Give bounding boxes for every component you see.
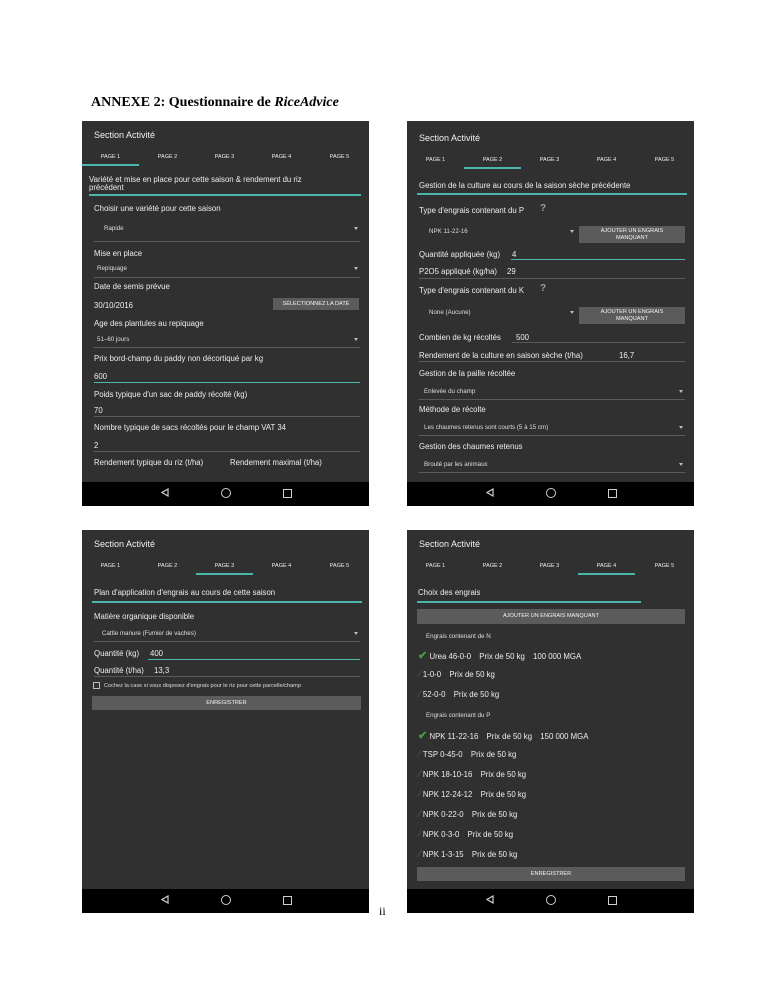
- checkmark-icon: ⁄: [419, 689, 421, 700]
- fertilizer-row[interactable]: [418, 729, 588, 742]
- qty-kg-input[interactable]: 400: [150, 649, 164, 658]
- n-fertilizers-header: Engrais contenant de N: [426, 633, 491, 640]
- tab-page-4[interactable]: PAGE 4: [596, 157, 617, 163]
- variety-select[interactable]: Rapide: [104, 225, 124, 232]
- section-title-line2: précédent: [89, 183, 124, 192]
- home-circle-icon[interactable]: [546, 488, 556, 498]
- organic-matter-label: Matière organique disponible: [94, 612, 195, 621]
- sowing-date-label: Date de semis prévue: [94, 282, 170, 291]
- add-button-line2: MANQUANT: [615, 234, 648, 241]
- tab-page-3[interactable]: PAGE 3: [214, 154, 235, 160]
- tab-page-2[interactable]: PAGE 2: [157, 154, 178, 160]
- home-circle-icon[interactable]: [546, 895, 556, 905]
- tab-bar: [82, 149, 369, 166]
- checkmark-icon: ⁄: [419, 849, 421, 860]
- divider: [419, 472, 685, 473]
- fertilizer-name: 52-0-0: [422, 690, 446, 699]
- price-label: Prix de 50 kg: [471, 810, 518, 819]
- add-button-line1: AJOUTER UN ENGRAIS: [600, 227, 664, 234]
- tab-page-3[interactable]: PAGE 3: [196, 558, 253, 575]
- section-underline: [92, 601, 362, 603]
- price-label: Prix de 50 kg: [467, 830, 514, 839]
- nav-bar: [82, 482, 369, 506]
- price-input[interactable]: 150 000 MGA: [540, 732, 589, 741]
- screen-page-2: [407, 121, 694, 506]
- fertilizer-name: Urea 46-0-0: [429, 652, 472, 661]
- fertilizer-row[interactable]: [419, 849, 517, 860]
- planting-label: Mise en place: [94, 249, 143, 258]
- section-header: Section Activité: [419, 133, 481, 143]
- bag-weight-input[interactable]: 70: [94, 406, 103, 415]
- price-label: Prix de 50 kg: [453, 690, 500, 699]
- section-underline: [89, 194, 361, 196]
- divider: [94, 451, 360, 452]
- price-label: Prix de 50 kg: [480, 770, 527, 779]
- divider: [94, 277, 360, 278]
- qty-applied-label: Quantité appliquée (kg): [419, 250, 501, 259]
- section-title: Plan d'application d'engrais au cours de cette saison: [94, 588, 276, 597]
- age-label: Age des plantules au repiquage: [94, 319, 204, 328]
- max-yield-label: Rendement maximal (t/ha): [230, 458, 322, 467]
- sacks-input[interactable]: 2: [94, 441, 99, 450]
- harvest-kg-label: Combien de kg récoltés: [419, 333, 501, 342]
- recent-square-icon[interactable]: [608, 489, 617, 498]
- price-label: Prix de 50 kg: [486, 732, 533, 741]
- qty-tha-value: 13,3: [154, 666, 170, 675]
- price-input[interactable]: 100 000 MGA: [533, 652, 582, 661]
- checkmark-icon: ✔: [418, 730, 428, 742]
- select-date-button[interactable]: SÉLECTIONNEZ LA DATE: [273, 298, 359, 310]
- harvest-kg-input[interactable]: 500: [516, 333, 530, 342]
- price-label: Prix de 50 kg: [449, 670, 495, 679]
- fertilizer-row[interactable]: [419, 669, 495, 680]
- tab-page-3[interactable]: PAGE 3: [539, 157, 560, 163]
- divider: [94, 416, 360, 417]
- k-fertilizer-label: Type d'engrais contenant du K: [419, 286, 525, 295]
- tab-page-1[interactable]: PAGE 1: [425, 157, 446, 163]
- divider: [419, 435, 685, 436]
- nav-bar: [407, 482, 694, 506]
- dropdown-arrow-icon[interactable]: [679, 463, 683, 466]
- fertilizer-row[interactable]: [419, 749, 516, 760]
- dropdown-arrow-icon[interactable]: [679, 426, 683, 429]
- straw-label: Gestion de la paille récoltée: [419, 369, 516, 378]
- price-input[interactable]: 600: [94, 372, 108, 381]
- save-button[interactable]: ENREGISTRER: [92, 696, 361, 710]
- price-input-underline: [94, 382, 360, 383]
- save-button[interactable]: ENREGISTRER: [417, 867, 685, 881]
- add-button-line1: AJOUTER UN ENGRAIS: [600, 308, 664, 315]
- p-fertilizers-header: Engrais contenant du P: [426, 712, 491, 719]
- fertilizer-name: NPK 1-3-15: [422, 850, 464, 859]
- fertilizer-row[interactable]: [419, 809, 517, 820]
- stubble-select[interactable]: Brouté par les animaux: [424, 461, 488, 468]
- tab-page-2[interactable]: PAGE 2: [482, 563, 503, 569]
- nav-bar: [407, 889, 694, 913]
- p-fertilizer-select[interactable]: NPK 11-22-16: [429, 228, 468, 235]
- dry-season-yield-label: Rendement de la culture en saison sèche (t/ha): [419, 351, 583, 360]
- tab-bar: [407, 152, 694, 169]
- checkmark-icon: ⁄: [419, 669, 421, 680]
- fertilizer-available-checkbox[interactable]: [93, 682, 100, 689]
- qty-tha-label: Quantité (t/ha): [94, 666, 144, 675]
- divider: [94, 641, 360, 642]
- p2o5-value: 29: [507, 267, 516, 276]
- add-missing-fertilizer-button[interactable]: [579, 307, 685, 324]
- divider: [94, 676, 360, 677]
- price-label: Prix de 50 kg: [480, 790, 527, 799]
- dropdown-arrow-icon[interactable]: [354, 338, 358, 341]
- divider: [512, 342, 685, 343]
- k-fertilizer-select[interactable]: None (Aucune): [429, 309, 471, 316]
- price-label: Prix bord-champ du paddy non décortiqué par kg: [94, 354, 264, 363]
- fertilizer-name: 1-0-0: [422, 670, 442, 679]
- qty-kg-label: Quantité (kg): [94, 649, 140, 658]
- tab-page-3[interactable]: PAGE 3: [539, 563, 560, 569]
- screen-page-1: [82, 121, 369, 506]
- tab-page-2[interactable]: PAGE 2: [157, 563, 178, 569]
- checkmark-icon: ⁄: [419, 789, 421, 800]
- qty-input-underline: [148, 659, 360, 660]
- age-select[interactable]: 51–60 jours: [97, 336, 130, 343]
- tab-bar: [82, 558, 369, 575]
- divider: [94, 347, 360, 348]
- section-header: Section Activité: [94, 539, 156, 549]
- tab-bar: [407, 558, 694, 575]
- nav-bar: [82, 889, 369, 913]
- qty-applied-input[interactable]: 4: [512, 250, 517, 259]
- tab-page-4[interactable]: PAGE 4: [271, 154, 292, 160]
- fertilizer-row[interactable]: [419, 689, 499, 700]
- sacks-label: Nombre typique de sacs récoltés pour le champ VAT 34: [94, 423, 286, 432]
- home-circle-icon[interactable]: [221, 488, 231, 498]
- checkmark-icon: ✔: [418, 650, 428, 662]
- bag-weight-label: Poids typique d'un sac de paddy récolté (kg): [94, 390, 248, 399]
- back-triangle-icon[interactable]: [486, 895, 494, 904]
- fertilizer-name: NPK 12-24-12: [422, 790, 473, 799]
- fertilizer-row[interactable]: [419, 789, 526, 800]
- add-missing-fertilizer-button[interactable]: AJOUTER UN ENGRAIS MANQUANT: [417, 609, 685, 624]
- recent-square-icon[interactable]: [283, 896, 292, 905]
- organic-matter-select[interactable]: Cattle manure (Fumier de vaches): [102, 630, 196, 637]
- tab-page-5[interactable]: PAGE 5: [329, 154, 350, 160]
- planting-select[interactable]: Repiquage: [97, 265, 127, 272]
- fertilizer-row[interactable]: [418, 649, 581, 662]
- recent-square-icon[interactable]: [608, 896, 617, 905]
- help-question-icon[interactable]: ?: [540, 203, 547, 214]
- harvest-method-select[interactable]: Les chaumes retenus sont courts (5 à 15 cm): [424, 424, 549, 431]
- document-title: [91, 95, 339, 111]
- qty-input-underline: [511, 259, 685, 260]
- fertilizer-name: NPK 18-10-16: [422, 770, 473, 779]
- tab-page-5[interactable]: PAGE 5: [654, 157, 675, 163]
- section-header: Section Activité: [419, 539, 481, 549]
- checkmark-icon: ⁄: [419, 749, 421, 760]
- dropdown-arrow-icon[interactable]: [354, 267, 358, 270]
- checkmark-icon: ⁄: [419, 769, 421, 780]
- divider: [419, 361, 685, 362]
- tab-page-1[interactable]: PAGE 1: [100, 563, 121, 569]
- price-label: Prix de 50 kg: [470, 750, 517, 759]
- screen-page-4: [407, 530, 694, 913]
- checkmark-icon: ⁄: [419, 829, 421, 840]
- stubble-label: Gestion des chaumes retenus: [419, 442, 523, 451]
- section-title: Gestion de la culture au cours de la saison sèche précédente: [419, 181, 631, 190]
- section-underline: [417, 601, 641, 603]
- add-button-line2: MANQUANT: [615, 315, 648, 322]
- price-label: Prix de 50 kg: [471, 850, 518, 859]
- dropdown-arrow-icon[interactable]: [570, 230, 574, 233]
- fertilizer-row[interactable]: [419, 769, 526, 780]
- recent-square-icon[interactable]: [283, 489, 292, 498]
- divider: [94, 241, 360, 242]
- typical-yield-label: Rendement typique du riz (t/ha): [94, 458, 204, 467]
- fertilizer-name: TSP 0-45-0: [422, 750, 463, 759]
- dropdown-arrow-icon[interactable]: [354, 227, 358, 230]
- dropdown-arrow-icon[interactable]: [354, 632, 358, 635]
- section-header: Section Activité: [94, 130, 156, 140]
- page-number: ii: [379, 904, 386, 918]
- tab-page-4[interactable]: PAGE 4: [578, 558, 635, 575]
- back-triangle-icon[interactable]: [161, 488, 169, 497]
- price-label: Prix de 50 kg: [479, 652, 525, 661]
- section-title-line1: Variété et mise en place pour cette saison & rendement du riz: [89, 175, 302, 184]
- variety-label: Choisir une variété pour cette saison: [94, 204, 221, 213]
- section-title: Choix des engrais: [418, 588, 481, 597]
- tab-page-1[interactable]: PAGE 1: [82, 149, 139, 166]
- p-fertilizer-label: Type d'engrais contenant du P: [419, 206, 525, 215]
- help-question-icon[interactable]: ?: [540, 283, 547, 294]
- tab-page-5[interactable]: PAGE 5: [654, 563, 675, 569]
- tab-page-2[interactable]: PAGE 2: [464, 152, 521, 169]
- sowing-date-value: 30/10/2016: [94, 301, 134, 310]
- add-missing-fertilizer-button[interactable]: [579, 226, 685, 243]
- p2o5-label: P2O5 appliqué (kg/ha): [419, 267, 498, 276]
- fertilizer-row[interactable]: [419, 829, 513, 840]
- back-triangle-icon[interactable]: [161, 895, 169, 904]
- screen-page-3: [82, 530, 369, 913]
- dry-season-yield-value: 16,7: [619, 351, 635, 360]
- tab-page-5[interactable]: PAGE 5: [329, 563, 350, 569]
- fertilizer-name: NPK 0-22-0: [422, 810, 464, 819]
- title-prefix: ANNEXE 2: Questionnaire de: [91, 95, 275, 110]
- home-circle-icon[interactable]: [221, 895, 231, 905]
- harvest-method-label: Méthode de récolte: [419, 405, 486, 414]
- tab-page-1[interactable]: PAGE 1: [425, 563, 446, 569]
- dropdown-arrow-icon[interactable]: [679, 390, 683, 393]
- tab-page-4[interactable]: PAGE 4: [271, 563, 292, 569]
- divider: [419, 399, 685, 400]
- section-underline: [417, 193, 687, 195]
- divider: [419, 278, 685, 279]
- checkmark-icon: ⁄: [419, 809, 421, 820]
- checkbox-label: Cochez la case si vous disposez d'engrais pour le riz pour cette parcelle/champ: [104, 683, 301, 689]
- title-app-name: RiceAdvice: [274, 95, 339, 110]
- fertilizer-name: NPK 11-22-16: [429, 732, 479, 741]
- straw-select[interactable]: Enlevée du champ: [424, 388, 476, 395]
- fertilizer-name: NPK 0-3-0: [422, 830, 460, 839]
- dropdown-arrow-icon[interactable]: [570, 311, 574, 314]
- back-triangle-icon[interactable]: [486, 488, 494, 497]
